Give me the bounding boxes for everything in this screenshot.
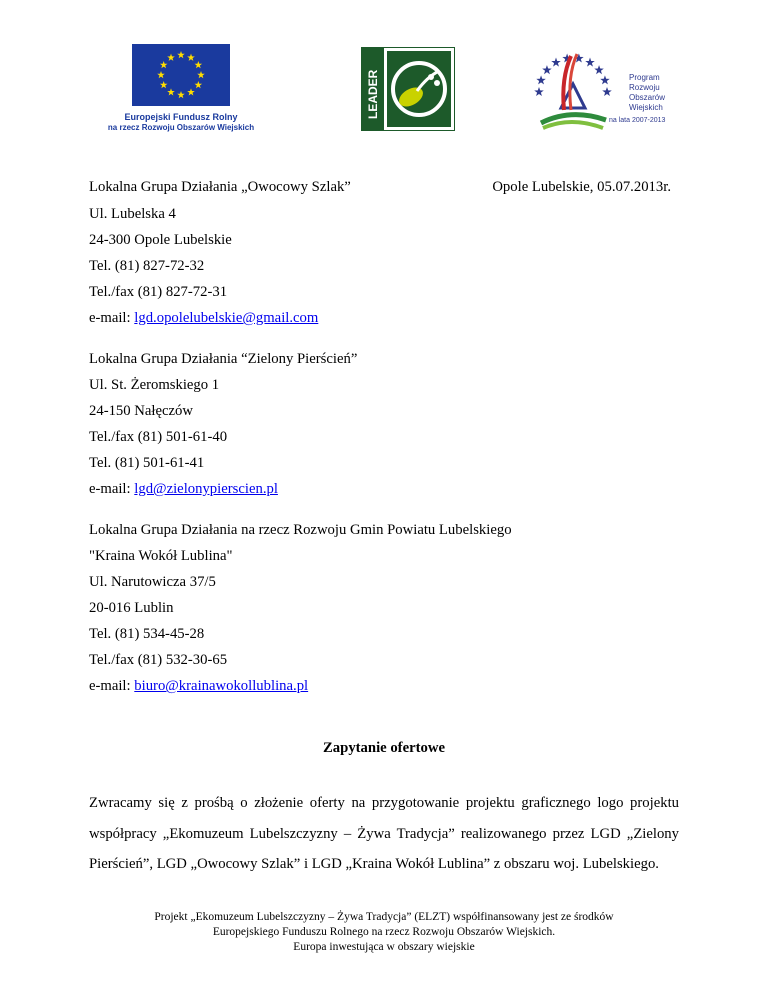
recipient2-city: 20-016 Lublin bbox=[89, 600, 174, 616]
leader-logo bbox=[361, 47, 455, 131]
sender-street: Ul. Lubelska 4 bbox=[89, 206, 176, 222]
recipient2-email-link[interactable]: biuro@krainawokollublina.pl bbox=[134, 678, 309, 694]
body-paragraph bbox=[89, 788, 679, 880]
footer-line-1: Projekt „Ekomuzeum Lubelszczyzny – Żywa Tradycja” (ELZT) współfinansowany jest ze środków bbox=[154, 911, 614, 923]
prow-star-icon bbox=[551, 58, 561, 67]
leader-logo-text: LEADER bbox=[366, 69, 380, 119]
prow-star-icon bbox=[536, 75, 546, 84]
email-label: e-mail: bbox=[89, 481, 135, 497]
recipient2-name: "Kraina Wokół Lublina" bbox=[89, 548, 233, 564]
recipient1-fax: Tel./fax (81) 501-61-40 bbox=[89, 429, 228, 445]
footer bbox=[0, 910, 768, 955]
sender-city: 24-300 Opole Lubelskie bbox=[89, 232, 232, 248]
prow-word-4: Wiejskich bbox=[629, 103, 663, 112]
recipient1-city: 24-150 Nałęczów bbox=[89, 403, 193, 419]
place-date: Opole Lubelskie, 05.07.2013r. bbox=[492, 179, 671, 195]
email-label: e-mail: bbox=[89, 678, 135, 694]
recipient2-email-row bbox=[89, 677, 308, 695]
prow-word-3: Obszarów bbox=[629, 93, 666, 102]
eu-logo-line2: na rzecz Rozwoju Obszarów Wiejskich bbox=[107, 123, 255, 132]
recipient1-street: Ul. St. Żeromskiego 1 bbox=[89, 377, 220, 393]
prow-star-icon bbox=[594, 65, 604, 74]
email-label: e-mail: bbox=[89, 310, 135, 326]
paragraph-text: Zwracamy się z prośbą o złożenie oferty na przygotowanie projektu graficznego logo projektu współpracy „Ekomuzeum Lubelszczyzny – Żywa Tradycja” realizowanego przez LGD „Zielony Pierścień”, LGD „Owocowy Szlak” i LGD „Kraina Wokół Lublina” z obszaru woj. Lubelskiego. bbox=[89, 795, 679, 873]
recipient2-street: Ul. Narutowicza 37/5 bbox=[89, 574, 216, 590]
prow-star-icon bbox=[585, 58, 595, 67]
prow-logo bbox=[531, 48, 681, 134]
recipient2-tel: Tel. (81) 534-45-28 bbox=[89, 626, 205, 642]
sender-fax: Tel./fax (81) 827-72-31 bbox=[89, 284, 228, 300]
document-title: Zapytanie ofertowe bbox=[323, 740, 445, 756]
sender-email-link[interactable]: lgd.opolelubelskie@gmail.com bbox=[134, 310, 319, 326]
prow-star-icon bbox=[600, 75, 610, 84]
recipient2-fax: Tel./fax (81) 532-30-65 bbox=[89, 652, 228, 668]
prow-star-icon bbox=[534, 87, 544, 96]
recipient1-email-row bbox=[89, 480, 278, 498]
sender-org: Lokalna Grupa Działania „Owocowy Szlak” bbox=[89, 179, 351, 195]
sender-tel: Tel. (81) 827-72-32 bbox=[89, 258, 205, 274]
eu-fund-logo bbox=[88, 42, 274, 132]
footer-line-3: Europa inwestująca w obszary wiejskie bbox=[293, 941, 475, 953]
recipient1-tel: Tel. (81) 501-61-41 bbox=[89, 455, 205, 471]
prow-star-icon bbox=[602, 87, 612, 96]
recipient1-org: Lokalna Grupa Działania “Zielony Pierścień” bbox=[89, 351, 358, 367]
sender-email-row bbox=[89, 309, 318, 327]
recipient2-org: Lokalna Grupa Działania na rzecz Rozwoju Gmin Powiatu Lubelskiego bbox=[89, 522, 512, 538]
eu-logo-line1: Europejski Fundusz Rolny bbox=[124, 112, 238, 122]
prow-word-1: Program bbox=[629, 73, 660, 82]
recipient1-email-link[interactable]: lgd@zielonypierscien.pl bbox=[134, 481, 278, 497]
footer-line-2: Europejskiego Funduszu Rolnego na rzecz Rozwoju Obszarów Wiejskich. bbox=[212, 926, 556, 938]
prow-word-2: Rozwoju bbox=[629, 83, 660, 92]
prow-star-icon bbox=[542, 65, 552, 74]
prow-years: na lata 2007-2013 bbox=[609, 117, 666, 124]
